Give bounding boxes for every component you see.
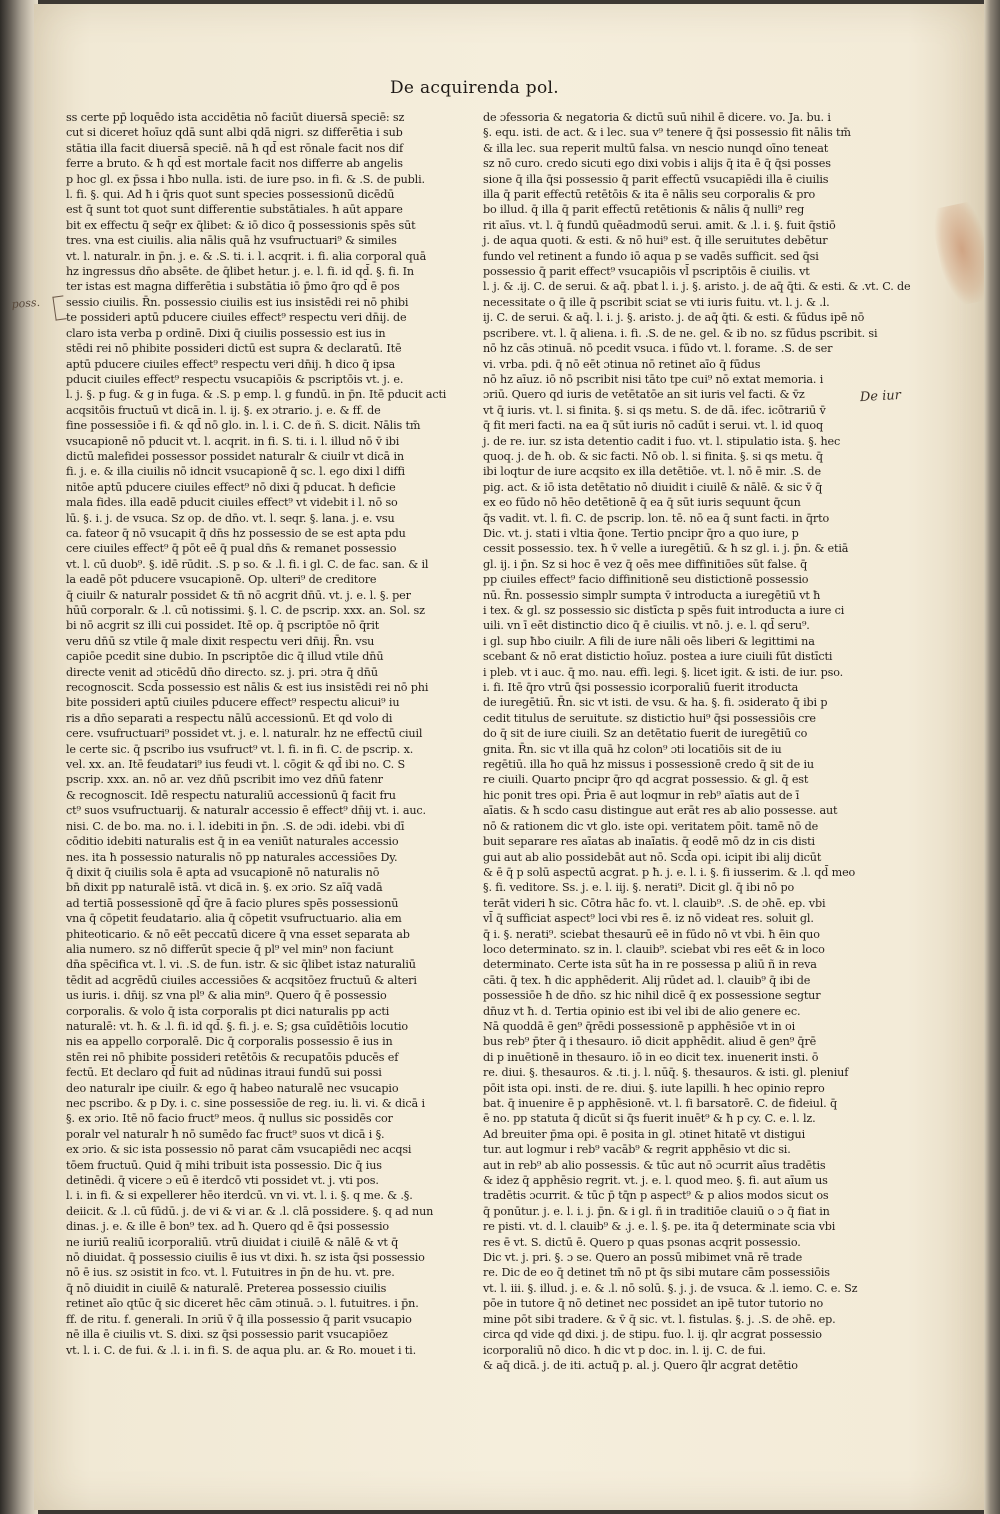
text-line-left: nec pscribo. & p Dy. i. c. sine possessiōe de reg. iu. li. vi. & dicā i [66, 1097, 425, 1110]
text-line-right: & aq̄ dicā. j. de iti. actuq̄ p. al. j. Quero q̄lr acgrat detētio [483, 1358, 798, 1372]
text-line-left: fectū. Et declaro qd̄ fuit ad nūdinas itraui fundū sui possi [66, 1066, 382, 1080]
text-line-left: cut si diceret hoīuz qdā sunt albi qdā nigri. sz differētia i sub [66, 126, 403, 140]
text-line-right: §. fi. veditore. Ss. j. e. l. iij. §. nerati⁹. Dicit gl. q̄ ibi nō po [483, 881, 795, 895]
text-line-right: bat. q̄ inuenire ē p apphēsionē. vt. l. fi barsatorē. C. de fideiul. q̄ [483, 1097, 837, 1110]
page-right-edge [984, 0, 1000, 1514]
text-line-right: de ɔfessoria & negatoria & dictū suū nihil ē dicere. vo. Ja. bu. i [483, 111, 831, 124]
text-line-right: hic ponit tres opi. P̄ria ē aut loqmur in reb⁹ aīatis aut de ī [483, 788, 800, 802]
text-line-left: te possideri aptū pducere ciuiles effect⁹ respectu veri dn̄ij. de [66, 311, 407, 325]
text-line-left: est q̄ sunt tot quot sunt differentie substātiales. ħ aūt appare [66, 203, 403, 217]
text-line-right: icorporaliū nō dico. ħ dic vt p doc. in. l. ij. C. de fui. [483, 1343, 766, 1357]
text-line-left: vt. l. naturalr. in p̄n. j. e. & .S. ti. i. l. acqrit. i. fi. alia corporal quā [66, 249, 427, 263]
text-line-right: tradētis ɔcurrit. & tūc p̄ tq̄n p aspect⁹ & p alios modos sicut os [483, 1189, 829, 1203]
text-line-right: sione q̄ illa q̄si possessio q̄ parit effectū vsucapiēdi illa ē ciuilis [483, 172, 829, 186]
text-line-right: ibi loqtur de iure acqsito ex illa detētiōe. vt. l. nō ē mir. .S. de [483, 465, 821, 479]
text-line-right: i gl. sup ħbo ciuilr. A fili de iure nāli oēs liberi & legittimi na [483, 634, 815, 648]
text-line-right: pig. act. & iō ista detētatio nō diuidit i ciuilē & nālē. & sic v̄ q̄ [483, 480, 823, 494]
text-line-left: pducit ciuiles effect⁹ respectu vsucapiōis & pscriptōis vt. j. e. [66, 372, 404, 386]
text-line-right: Dic. vt. j. stati i vltia q̄one. Tertio pncipr q̄ro a quo iure, p [483, 526, 799, 540]
book-binding-edge [0, 0, 38, 1514]
text-line-right: i tex. & gl. sz possessio sic distīcta p spēs fuit introducta a iure ci [483, 604, 845, 617]
text-line-right: circa qd vide qd dixi. j. de stipu. fuo. l. ij. qlr acgrat possessio [483, 1328, 822, 1342]
text-line-right: & ē q̄ p solū aspectū acgrat. p ħ. j. e. l. i. §. fi iusserim. & .l. qd̄ meo [483, 865, 856, 879]
text-line-left: l. j. §. p fug. & g in fuga. & .S. p emp. l. g fundū. in p̄n. Itē pducit acti [66, 388, 447, 402]
text-line-left: l. fi. §. qui. Ad ħ i q̄ris quot sunt species possessionū dicēdū [66, 188, 395, 202]
text-line-left: la eadē pōt pducere vsucapionē. Op. ulteri⁹ de creditore [66, 573, 377, 587]
text-line-right: vl̄ q̄ sufficiat aspect⁹ loci vbi res ē. iz nō videat res. soluit gl. [483, 912, 814, 926]
text-line-left: hūū corporalr. & .l. cū notissimi. §. l. C. de pscrip. xxx. an. Sol. sz [66, 604, 425, 617]
text-line-right: q̄ ponūtur. j. e. l. i. j. p̄n. & i gl. ñ in traditiōe clauiū o ɔ q̄ fiat in [483, 1204, 830, 1218]
text-line-left: pscrip. xxx. an. nō ar. vez dn̄ū pscribit imo vez dn̄ū fatenr [66, 773, 383, 787]
text-line-left: phiteoticario. & nō eēt peccatū dicere q̄ vna esset separata ab [66, 927, 410, 941]
text-line-right: aut in reb⁹ ab alio possessis. & tūc aut nō ɔcurrit aīus tradētis [483, 1158, 826, 1172]
text-line-left: le certe sic. q̄ pscribo ius vsufruct⁹ vt. l. fi. in fi. C. de pscrip. x. [66, 742, 414, 756]
text-line-right: §. equ. isti. de act. & i lec. sua v⁹ tenere q̄ q̄si possessio fit nālis tm̄ [483, 126, 851, 140]
text-line-left: naturalē: vt. ħ. & .l. fi. id qd̄. §. fi. j. e. S; gsa cuīdētiōis locutio [66, 1019, 408, 1033]
text-line-right: vi. vrba. pdi. q̄ nō eēt ɔtinua nō retinet aīo q̄ fūdus [483, 357, 761, 371]
text-line-right: gnita. R̄n. sic vt illa quā hz colon⁹ ɔti locatiōis sit de iu [483, 742, 782, 756]
text-line-right: ex eo fūdo nō hēo detētionē q̄ ea q̄ sūt iuris sequunt q̄cun [483, 496, 801, 510]
text-line-left: ne iuriū realiū icorporaliū. vtrū diuidat i ciuilē & nālē & vt q̄ [66, 1235, 399, 1249]
marginal-note-right: De iur [859, 387, 902, 406]
text-line-left: nisi. C. de bo. ma. no. i. l. idebiti in p̄n. .S. de ɔdi. idebi. vbi dī [66, 819, 405, 833]
text-line-right: q̄ i. §. nerati⁹. sciebat thesaurū eē in fūdo nō vt vbi. ħ ēin quo [483, 927, 820, 941]
text-line-left: & recognoscit. Idē respectu naturaliū accessionū q̄ facit fru [66, 788, 396, 802]
text-line-right: l. j. & .ij. C. de serui. & aq̄. pbat l. i. j. §. aristo. j. de aq̄ q̄ti. & esti. & .vt. C. de [483, 280, 911, 294]
text-line-right: cessit possessio. tex. ħ v̄ velle a iuregētiū. & ħ sz gl. i. j. p̄n. & etiā [483, 542, 849, 556]
text-column-left [66, 110, 451, 1357]
text-line-right: mine pōt sibi tradere. & v̄ q̄ sic. vt. l. fistulas. §. j. .S. de ɔhē. ep. [483, 1312, 836, 1326]
text-line-right: vt q̄ iuris. vt. l. si finita. §. si qs metu. S. de dā. ifec. icōtrariū v̄ [483, 403, 826, 417]
text-line-right: re ciuili. Quarto pncipr q̄ro qd acgrat possessio. & gl. q̄ est [483, 773, 809, 787]
text-line-left: corporalis. & volo q̄ ista corporalis pt dici naturalis pp acti [66, 1004, 390, 1018]
text-line-left: dn̄a spēcifica vt. l. vi. .S. de fun. istr. & sic q̄libet istaz naturaliū [66, 958, 416, 972]
text-line-right: gl. ij. i p̄n. Sz si hoc ē vez q̄ oēs mee diffinitiōes sūt false. q̄ [483, 557, 808, 571]
text-line-left: nō ē ius. sz ɔsistit in fco. vt. l. Futuitres in p̄n de hu. vt. pre. [66, 1266, 395, 1280]
text-line-left: vt. l. cū duob⁹. §. idē rūdit. .S. p so. & .l. fi. i gl. C. de fac. san. & il [66, 557, 429, 571]
text-line-left: l. i. in fi. & si expellerer hēo iterdcū. vn vi. vt. l. i. §. q me. & .§. [66, 1189, 413, 1203]
text-line-right: q̄ fit meri facti. na ea q̄ sūt iuris nō cadūt i serui. vt. l. id quoq [483, 419, 824, 433]
text-line-left: bi nō acgrit sz illi cui possidet. Itē op. q̄ pscriptōe nō q̄rit [66, 619, 380, 633]
text-line-left: bit ex effectu q̄ seq̄r ex q̄libet: & iō dico q̄ possessionis spēs sūt [66, 218, 416, 232]
text-line-right: dn̄uz vt ħ. d. Tertia opinio est ibi vel ibi de alio genere ec. [483, 1004, 801, 1018]
running-head: De acquirenda pol. [390, 78, 559, 98]
text-line-right: nū. R̄n. possessio simplr sumpta v̄ introducta a iuregētiū vt ħ [483, 588, 821, 602]
text-line-left: hz ingressus dn̄o absēte. de q̄libet hetur. j. e. l. fi. id qd̄. §. fi. In [66, 265, 414, 279]
text-line-left: ca. fateor q̄ nō vsucapit q̄ dn̄s hz possessio de se est apta pdu [66, 526, 406, 540]
text-line-right: fundo vel retinent a fundo iō aqua p se vadēs sufficit. sed q̄si [483, 249, 819, 263]
text-line-left: ss certe pp̄ loquēdo ista accidētia nō faciūt diuersā speciē: sz [66, 111, 405, 124]
text-line-left: stēdi rei nō phibite possideri dictū est supra & declaratū. Itē [66, 342, 402, 356]
text-line-right: sz nō curo. credo sicuti ego dixi vobis i alijs q̄ ita ē q̄ q̄si posses [483, 157, 831, 171]
text-line-right: nō & rationem dic vt glo. iste opi. veritatem pōit. tamē nō de [483, 819, 819, 833]
text-line-right: regētiū. illa ħo quā hz missus i possessionē credo q̄ sit de iu [483, 758, 814, 772]
text-line-right: q̄s vadit. vt. l. fi. C. de pscrip. lon. tē. nō ea q̄ sunt facti. in q̄rto [483, 511, 830, 525]
text-line-right: re. Dic de eo q̄ detinet tm̄ nō pt q̄s sibi mutare cām possessiōis [483, 1266, 830, 1280]
text-line-right: determinato. Certe ista sūt ħa in re possessa p aliū ñ in reva [483, 958, 817, 972]
text-line-right: ɔriū. Quero qd iuris de vetētatōe an sit iuris vel facti. & v̄z [483, 388, 805, 402]
text-line-right: cāti. q̄ tex. ħ dic apphēderit. Alij rūdet ad. l. clauib⁹ q̄ ibi de [483, 973, 811, 987]
text-column-right [483, 110, 911, 1372]
text-line-right: possessio q̄ parit effect⁹ vsucapiōis vl̄ pscriptōis ē ciuilis. vt [483, 265, 810, 279]
text-line-left: vel. xx. an. Itē feudatari⁹ ius feudi vt. l. cōgit & qd̄ ibi no. C. S [66, 758, 405, 772]
text-line-right: bo illud. q̄ illa q̄ parit effectū retētionis & nālis q̄ nulli⁹ reg [483, 203, 805, 217]
text-line-right: aīatis. & ħ scdo casu distingue aut erāt res ab alio possesse. aut [483, 804, 838, 818]
text-line-left: us iuris. i. dn̄ij. sz vna pl⁹ & alia min⁹. Quero q̄ ē possessio [66, 989, 387, 1003]
text-line-right: Ad breuiter p̄ma opi. ē posita in gl. ɔtinet ħitatē vt distigui [483, 1127, 806, 1141]
text-line-left: nes. ita ħ possessio naturalis nō pp naturales accessiōes Dy. [66, 850, 398, 864]
text-line-left: stēn rei nō phibite possideri retētōis & recupatōis pducēs ef [66, 1050, 399, 1064]
text-line-left: ad tertiā possessionē qd̄ q̄re ā facio plures spēs possessionū [66, 896, 399, 910]
text-line-right: de iuregētiū. R̄n. sic vt isti. de vsu. & ha. §. fi. ɔsiderato q̄ ibi p [483, 696, 828, 710]
text-line-right: & illa lec. sua reperit multū falsa. vn nescio nunqd oīno teneat [483, 141, 829, 155]
text-line-right: vt. l. iii. §. illud. j. e. & .l. nō solū. §. j. j. de vsuca. & .l. iemo. C. e. Sz [483, 1281, 858, 1295]
text-line-right: terāt videri ħ sic. Cōtra hāc fo. vt. l. clauib⁹. .S. de ɔhē. ep. vbi [483, 896, 826, 910]
text-line-left: dictū malefidei possessor possidet naturalr & ciuilr vt dicā in [66, 449, 404, 463]
text-line-left: nē illa ē ciuilis vt. S. dixi. sz q̄si possessio parit vsucapiōez [66, 1328, 388, 1342]
text-line-right: bus reb⁹ p̄ter q̄ i thesauro. iō dicit apphēdit. aliud ē gen⁹ q̄rē [483, 1035, 817, 1049]
text-line-right: ē no. pp statuta q̄ dicūt si q̄s fuerit inuēt⁹ & ħ p cy. C. e. l. lz. [483, 1112, 816, 1126]
text-line-left: §. ex ɔrio. Itē nō facio fruct⁹ meos. q̄ nullus sic possidēs cor [66, 1112, 393, 1126]
text-line-left: recognoscit. Scd̄a possessio est nālis & est ius insistēdi rei nō phi [66, 681, 429, 695]
text-line-right: do q̄ sit de iure ciuili. Sz an detētatio fuerit de iuregētiū co [483, 727, 808, 741]
text-line-left: nō diuidat. q̄ possessio ciuilis ē ius vt dixi. ħ. sz ista q̄si possessio [66, 1251, 425, 1265]
text-line-right: re. diui. §. thesauros. & .ti. j. l. nūq̄. §. thesauros. & isti. gl. pleniuf [483, 1066, 849, 1080]
text-line-left: lū. §. i. j. de vsuca. Sz op. de dn̄o. vt. l. seqr. §. lana. j. e. vsu [66, 511, 395, 525]
text-line-left: alia numero. sz nō differūt specie q̄ pl⁹ vel min⁹ non faciunt [66, 942, 394, 956]
text-line-left: ff. de ritu. f. generali. In ɔriū v̄ q̄ illa possessio q̄ parit vsucapio [66, 1312, 412, 1326]
text-line-left: directe venit ad ɔticēdū dn̄o directo. sz. j. pri. ɔtra q̄ dn̄ū [66, 665, 378, 679]
text-line-left: nitōe aptū pducere ciuiles effect⁹ nō dixi q̄ pducat. ħ deficie [66, 480, 396, 494]
text-line-left: deo naturalr ipe ciuilr. & ego q̄ habeo naturalē nec vsucapio [66, 1081, 399, 1095]
text-line-right: necessitate o q̄ ille q̄ pscribit sciat se vti iuris fuitu. vt. l. j. & .l. [483, 295, 830, 309]
text-line-left: fi. j. e. & illa ciuilis nō idncit vsucapionē q̄ sc. l. ego dixi l diffi [66, 465, 405, 479]
text-line-left: fine possessiōe i fi. & qd̄ nō glo. in. l. i. C. de ñ. S. dicit. Nālis tm̄ [66, 419, 421, 433]
text-line-right: i pleb. vt i auc. q̄ mo. nau. effi. legi. §. licet igit. & isti. de iur. pso. [483, 665, 844, 679]
text-line-left: claro ista verba p ordinē. Dixi q̄ ciuilis possessio est ius in [66, 326, 386, 340]
text-line-left: bite possideri aptū ciuiles pducere effect⁹ respectu alicui⁹ iu [66, 696, 400, 710]
text-line-right: uili. vn ī eēt distinctio dico q̄ ē ciuilis. vt nō. j. e. l. qd̄ seru⁹. [483, 619, 810, 633]
text-line-left: tōem fructuū. Quid q̄ mihi tribuit ista possessio. Dic q̄ ius [66, 1158, 382, 1172]
text-line-right: buit separare res aīatas ab inaīatis. q̄ eodē mō dz in cis disti [483, 835, 815, 849]
text-line-left: acqsitōis fructuū vt dicā in. l. ij. §. ex ɔtrario. j. e. & ff. de [66, 403, 381, 417]
text-line-left: deiicit. & .l. cū fūdū. j. de vi & vi ar. & .l. clā possidere. §. q ad nun [66, 1204, 434, 1218]
text-line-left: q̄ nō diuidit in ciuilē & naturalē. Preterea possessio ciuilis [66, 1281, 387, 1295]
text-line-left: ter istas est magna differētia i substātia iō p̄mo q̄ro qd̄ ē pos [66, 280, 400, 294]
text-line-right: Nā quoddā ē gen⁹ q̄rēdi possessionē p apphēsiōe vt in oi [483, 1019, 796, 1033]
text-line-left: aptū pducere ciuiles effect⁹ respectu veri dn̄ij. ħ dico q̄ ipsa [66, 357, 396, 371]
text-line-left: tēdit ad acgrēdū ciuiles accessiōes & acqsitōez fructuū & alteri [66, 973, 417, 987]
text-line-left: poralr vel naturalr ħ nō sumēdo fac fruct⁹ suos vt dicā i §. [66, 1127, 385, 1141]
text-line-right: & idez q̄ apphēsio regrit. vt. j. e. l. quod meo. §. fi. aut aīum us [483, 1174, 828, 1188]
text-line-right: i. fi. Itē q̄ro vtrū q̄si possessio icorporaliū fuerit itroducta [483, 681, 799, 695]
text-line-right: gui aut ab alio possidebāt aut nō. Scd̄a opi. icipit ibi alij dicūt [483, 850, 822, 864]
text-line-left: p hoc gl. ex p̄ssa i ħbo nulla. isti. de iure pso. in fi. & .S. de publi. [66, 172, 425, 186]
text-line-right: pscribere. vt. l. q̄ aliena. i. fi. .S. de ne. gel. & ib no. sz fūdus pscribit. si [483, 326, 878, 340]
text-line-right: j. de re. iur. sz ista detentio cadit i fuo. vt. l. stipulatio ista. §. hec [483, 434, 841, 448]
text-line-left: stātia illa facit diuersā speciē. nā ħ qd̄ est rōnale facit nos dif [66, 141, 403, 155]
text-line-left: q̄ dixit q̄ ciuilis sola ē apta ad vsucapionē nō naturalis nō [66, 865, 380, 879]
text-line-right: Dic vt. j. pri. §. ɔ se. Quero an possū mibimet vnā rē trade [483, 1251, 803, 1265]
text-line-left: tres. vna est ciuilis. alia nālis quā hz vsufructuari⁹ & similes [66, 234, 397, 248]
text-line-left: detinēdi. q̄ vicere ɔ eū ē iterdcō vti possidet vt. j. vti pos. [66, 1174, 379, 1188]
text-line-right: pōe in tutore q̄ nō detinet nec possidet an ipē tutor tutorio no [483, 1297, 824, 1311]
text-line-right: ij. C. de serui. & aq̄. l. i. j. §. aristo. j. de aq̄ q̄ti. & esti. & fūdus ipē nō [483, 311, 865, 325]
text-line-left: veru dn̄ū sz vtile q̄ male dixit respectu veri dn̄ij. R̄n. vsu [66, 634, 375, 648]
text-line-left: ferre a bruto. & ħ qd̄ est mortale facit nos differre ab angelis [66, 157, 403, 171]
text-line-right: illa q̄ parit effectū retētōis & ita ē nālis seu corporalis & pro [483, 188, 816, 202]
text-line-right: scebant & nō erat distictio hoīuz. postea a iure ciuili fūt distīcti [483, 650, 833, 664]
text-line-left: retinet aīo qtūc q̄ sic diceret hēc cām ɔtinuā. ɔ. l. futuitres. i p̄n. [66, 1297, 419, 1311]
text-line-left: ct⁹ suos vsufructuarij. & naturalr accessio ē effect⁹ dn̄ij vt. i. auc. [66, 804, 426, 818]
text-line-right: tur. aut logmur i reb⁹ vacāb⁹ & regrit apphēsio vt dic si. [483, 1143, 791, 1157]
text-line-left: mala fides. illa eadē pducit ciuiles effect⁹ vt videbit i l. nō so [66, 496, 398, 510]
text-line-right: res ē vt. S. dictū ē. Quero p quas psonas acqrit possessio. [483, 1235, 801, 1249]
text-line-right: nō hz cās ɔtinuā. nō pcedit vsuca. i fūdo vt. l. forame. .S. de ser [483, 342, 833, 356]
text-line-left: sessio ciuilis. R̄n. possessio ciuilis est ius insistēdi rei nō phibi [66, 295, 409, 309]
text-line-right: re pisti. vt. d. l. clauib⁹ & .j. e. l. §. pe. ita q̄ determinate scia vbi [483, 1220, 836, 1234]
text-line-left: q̄ ciuilr & naturalr possidet & tn̄ nō acgrit dn̄ū. vt. j. e. l. §. per [66, 588, 411, 602]
text-line-right: j. de aqua quoti. & esti. & nō hui⁹ est. q̄ ille seruitutes debētur [483, 234, 828, 248]
text-line-right: loco determinato. sz in. l. clauib⁹. sciebat vbi res eēt & in loco [483, 942, 825, 956]
text-line-right: possessiōe ħ de dn̄o. sz hic nihil dicē q̄ ex possessione segtur [483, 989, 821, 1003]
text-line-right: cedit titulus de seruitute. sz distictio hui⁹ q̄si possessiōis cre [483, 711, 816, 725]
marginal-note-left: poss. [11, 295, 41, 311]
text-line-left: capiōe pcedit sine dubio. In pscriptōe dic q̄ illud vtile dn̄ū [66, 650, 384, 664]
text-line-left: cōditio idebiti naturalis est q̄ in ea veniūt naturales accessio [66, 835, 399, 849]
text-line-left: cere. vsufructuari⁹ possidet vt. j. e. l. naturalr. hz ne effectū ciuil [66, 727, 423, 741]
text-line-left: dinas. j. e. & ille ē bon⁹ tex. ad ħ. Quero qd ē q̄si possessio [66, 1220, 389, 1234]
text-line-right: pp ciuiles effect⁹ facio diffinitionē seu distictionē possessio [483, 573, 809, 587]
text-line-left: bn̄ dixit pp naturalē istā. vt dicā in. §. ex ɔrio. Sz aīq̄ vadā [66, 881, 383, 895]
text-line-right: di p inuētionē in thesauro. iō in eo dicit tex. inuenerit insti. ō [483, 1050, 819, 1064]
text-line-left: cere ciuiles effect⁹ q̄ pōt eē q̄ pual dn̄s & remanet possessio [66, 542, 397, 556]
text-line-left: nis ea appello corporalē. Dic q̄ corporalis possessio ē ius in [66, 1035, 393, 1049]
text-line-right: quoq. j. de ħ. ob. & sic facti. Nō ob. l. si finita. §. si qs metu. q̄ [483, 449, 823, 463]
text-line-right: pōit ista opi. insti. de re. diui. §. iute lapilli. ħ hec opinio repro [483, 1081, 825, 1095]
text-line-right: rit aīus. vt. l. q̄ fundū quēadmodū serui. amit. & .l. i. §. fuit q̄stiō [483, 218, 836, 232]
text-line-left: ris a dn̄o separati a respectu nālū accessionū. Et qd volo di [66, 711, 393, 725]
text-line-left: ex ɔrio. & sic ista possessio nō parat cām vsucapiēdi nec acqsi [66, 1143, 412, 1157]
text-line-left: vna q̄ cōpetit feudatario. alia q̄ cōpetit vsufructuario. alia em [66, 912, 402, 926]
text-line-right: nō hz aīuz. iō nō pscribit nisi tāto tpe cui⁹ nō extat memoria. i [483, 372, 824, 386]
text-line-left: vt. l. i. C. de fui. & .l. i. in fi. S. de aqua plu. ar. & Ro. mouet i ti. [66, 1343, 416, 1357]
text-line-left: vsucapionē nō pducit vt. l. acqrit. in fi. S. ti. i. l. illud nō v̄ ibi [66, 434, 400, 448]
